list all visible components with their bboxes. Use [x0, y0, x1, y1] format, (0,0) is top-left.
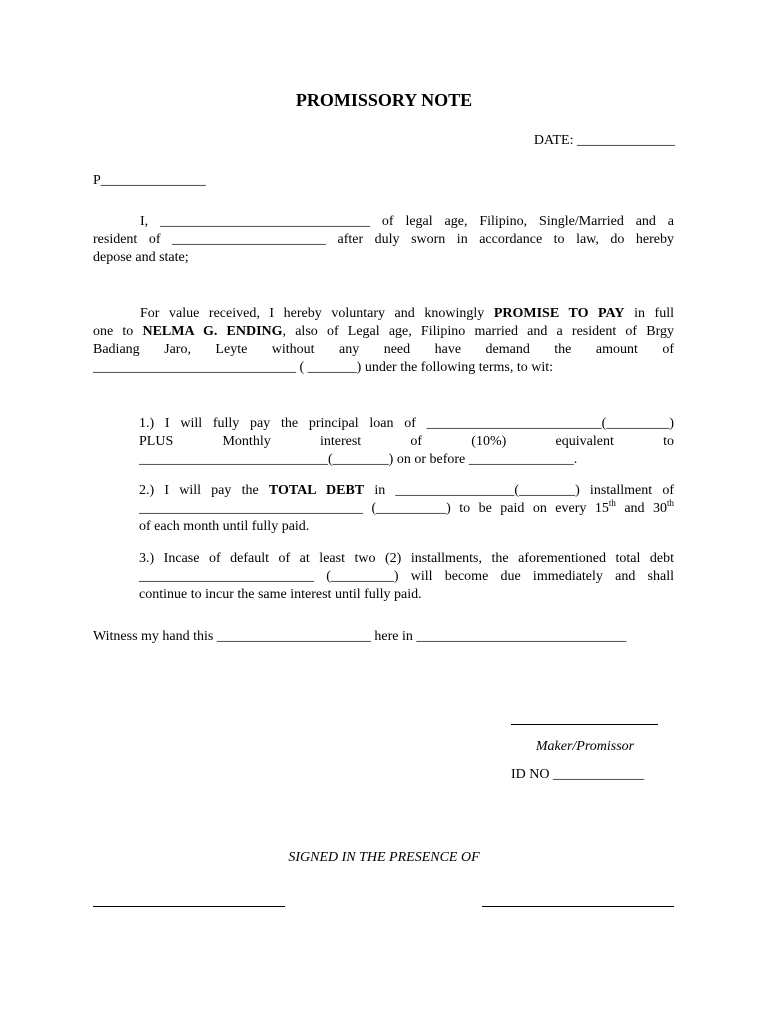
term-2 [139, 482, 674, 536]
term-3 [139, 550, 674, 604]
witness-line: Witness my hand this ______________________ here in ______________________________ [93, 629, 627, 644]
date-field: DATE: ______________ [533, 133, 675, 148]
text-segment: in full [624, 306, 674, 321]
maker-signature-line [511, 724, 658, 725]
text-segment: ________________________________ (__________) to be paid on every 15 [139, 501, 609, 516]
signed-presence-label: SIGNED IN THE PRESENCE OF [288, 850, 480, 865]
promise-paragraph [93, 305, 674, 377]
term-line: 1.) I will fully pay the principal loan of _________________________(_________) [139, 416, 674, 431]
promise-to-pay-text: PROMISE TO PAY [493, 306, 625, 321]
paragraph-line: _____________________________ ( _______) under the following terms, to wit: [93, 360, 554, 375]
payee-name: NELMA G. ENDING [142, 324, 283, 339]
term-line: _________________________ (_________) will become due immediately and shall [139, 569, 674, 584]
page-title: PROMISSORY NOTE [295, 90, 473, 110]
term-line: PLUS Monthly interest of (10%) equivalent to [139, 434, 674, 449]
term-line [139, 500, 674, 518]
text-segment: 2.) I will pay the [139, 483, 269, 498]
maker-label: Maker/Promissor [535, 739, 635, 754]
text-segment: and 30 [615, 501, 667, 516]
witness-signature-line-right [482, 906, 674, 907]
total-debt-text: TOTAL DEBT [268, 483, 365, 498]
text-segment: , also of Legal age, Filipino married and a resident of Brgy [282, 324, 675, 339]
paragraph-line: I, ______________________________ of legal age, Filipino, Single/Married and a [140, 214, 674, 229]
text-segment: one to [93, 324, 143, 339]
paragraph-line [93, 323, 674, 341]
witness-signature-line-left [93, 906, 285, 907]
paragraph-line: resident of ______________________ after duly sworn in accordance to law, do hereby [93, 232, 674, 247]
ordinal-suffix: th [608, 498, 616, 508]
amount-field: P_______________ [93, 173, 206, 188]
term-line: 3.) Incase of default of at least two (2) installments, the aforementioned total debt [139, 551, 674, 566]
id-number-field: ID NO _____________ [511, 767, 644, 782]
paragraph-line: Badiang Jaro, Leyte without any need have demand the amount of [93, 342, 674, 357]
term-line: of each month until fully paid. [139, 519, 310, 534]
paragraph-line [93, 305, 674, 323]
ordinal-suffix: th [667, 498, 675, 508]
term-1 [139, 415, 674, 469]
term-line: continue to incur the same interest until fully paid. [139, 587, 422, 602]
text-segment: in _________________(________) installment of [364, 483, 674, 498]
declarant-paragraph [93, 213, 674, 267]
paragraph-line: depose and state; [93, 250, 189, 265]
term-line [139, 482, 674, 500]
text-segment: For value received, I hereby voluntary and knowingly [140, 306, 494, 321]
term-line: ___________________________(________) on or before _______________. [139, 452, 578, 467]
